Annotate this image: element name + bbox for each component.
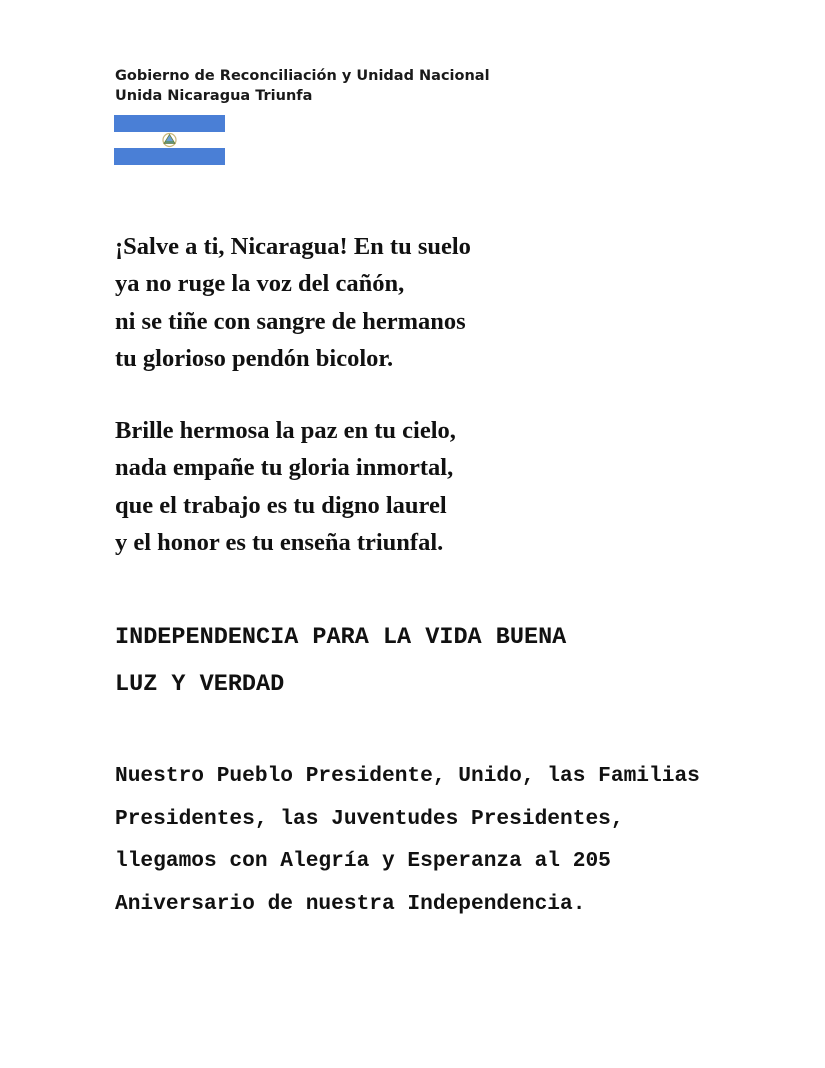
government-name: Gobierno de Reconciliación y Unidad Nacional — [115, 68, 490, 84]
poem-line: ya no ruge la voz del cañón, — [115, 270, 405, 298]
slogan-light-truth: LUZ Y VERDAD — [115, 671, 285, 698]
poem-line: ni se tiñe con sangre de hermanos — [115, 307, 466, 335]
nicaragua-flag-icon — [114, 115, 225, 165]
poem-line: y el honor es tu enseña triunfal. — [115, 528, 444, 556]
poem-line: tu glorioso pendón bicolor. — [115, 344, 394, 372]
poem-line: ¡Salve a ti, Nicaragua! En tu suelo — [115, 233, 471, 260]
poem-line: nada empañe tu gloria inmortal, — [115, 454, 454, 482]
message-line: llegamos con Alegría y Esperanza al 205 — [115, 849, 611, 873]
message-line: Nuestro Pueblo Presidente, Unido, las Familias — [115, 764, 700, 788]
anthem-stanza-2 — [115, 412, 456, 561]
slogan-independence: INDEPENDENCIA PARA LA VIDA BUENA — [115, 624, 567, 651]
document-header — [115, 66, 490, 106]
poem-line: Brille hermosa la paz en tu cielo, — [115, 417, 456, 444]
government-motto: Unida Nicaragua Triunfa — [115, 88, 313, 104]
message-line: Aniversario de nuestra Independencia. — [115, 891, 586, 916]
anthem-stanza-1 — [115, 228, 471, 377]
message-line: Presidentes, las Juventudes Presidentes, — [115, 806, 624, 831]
poem-line: que el trabajo es tu digno laurel — [115, 491, 447, 519]
anniversary-message — [115, 755, 700, 925]
